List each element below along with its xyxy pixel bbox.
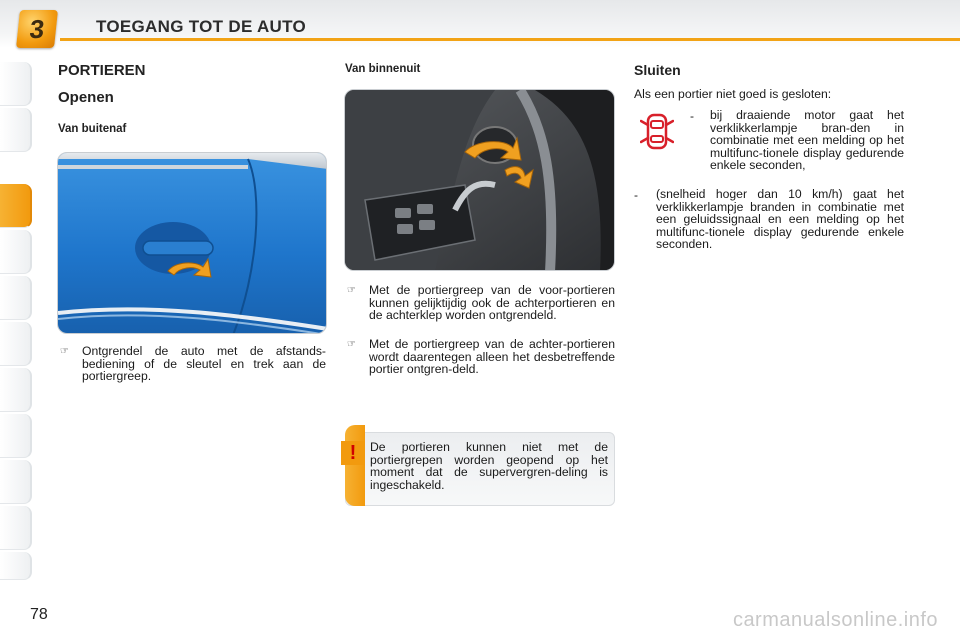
door-outside-illustration [58,153,327,334]
chapter-tab-9[interactable] [0,460,32,504]
closing-item-1 [690,109,904,172]
from-outside-title: Van buitenaf [58,123,127,135]
chapter-tab-7[interactable] [0,368,32,412]
watermark: carmanualsonline.info [732,609,938,631]
warning-strip [345,425,365,506]
arrow-bullet-icon: ☞ [60,346,69,357]
middle-bullet-2 [347,338,615,376]
left-bullet-1 [60,345,326,383]
chapter-title: TOEGANG TOT DE AUTO [96,17,307,36]
closing-item-text: (snelheid hoger dan 10 km/h) gaat het verklikkerlampje branden in combinatie met een geluidssignaal en een melding op het multifunc-tionele display gedurende enkele seconden. [656,187,904,252]
chapter-tab-5[interactable] [0,276,32,320]
chapter-tab-1[interactable] [0,62,32,106]
subsection-title: Openen [58,89,114,106]
chapter-tabs [0,62,34,582]
closing-title: Sluiten [634,62,681,78]
chapter-tab-8[interactable] [0,414,32,458]
exclamation-icon: ! [341,441,365,465]
arrow-bullet-icon: ☞ [347,339,356,350]
middle-bullet-text: Met de portiergreep van de achter-portieren wordt daarentegen alleen het desbetreffende portier ontgren-deld. [369,337,615,377]
page-number: 78 [30,606,48,623]
chapter-number: 3 [28,13,46,44]
closing-item-text: bij draaiende motor gaat het verklikkerlampje bran-den in combinatie met een melding op het multifunc-tionele display gedurende enkele seconden, [710,108,904,173]
closing-intro: Als een portier niet goed is gesloten: [634,87,832,101]
chapter-tab-3-active[interactable] [0,184,32,228]
left-bullet-text: Ontgrendel de auto met de afstands-bediening of de sleutel en trek aan de portiergreep. [82,344,326,384]
middle-bullet-1 [347,284,615,322]
arrow-bullet-icon: ☞ [347,285,356,296]
door-inside-illustration [345,90,615,271]
header-rule [60,38,960,41]
dash-marker: - [690,109,694,123]
chapter-tab-11[interactable] [0,552,32,580]
door-open-warning-icon [640,112,674,152]
section-title: PORTIEREN [58,62,146,79]
door-inside-image [344,89,615,271]
from-inside-title: Van binnenuit [345,63,421,75]
middle-bullet-text: Met de portiergreep van de voor-portieren kunnen gelijktijdig ook de achterportieren en de achterklep worden ontgrendeld. [369,283,615,323]
chapter-badge [16,10,58,48]
warning-text: De portieren kunnen niet met de portiergrepen worden geopend op het moment dat de supervergren-deling is ingeschakeld. [370,440,608,492]
chapter-tab-6[interactable] [0,322,32,366]
closing-item-2 [634,188,904,251]
dash-marker: - [634,188,638,202]
chapter-tab-10[interactable] [0,506,32,550]
chapter-tab-4[interactable] [0,230,32,274]
chapter-tab-2[interactable] [0,108,32,152]
door-outside-image [57,152,327,334]
